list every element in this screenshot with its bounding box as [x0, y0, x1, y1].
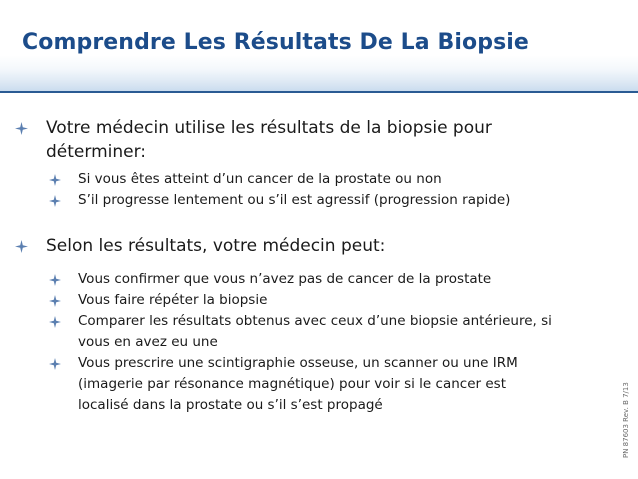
bullet-2-sub-1: Vous confirmer que vous n’avez pas de cancer de la prostate: [78, 271, 492, 287]
bullet-2-sub-3-line-1: Comparer les résultats obtenus avec ceux d’une biopsie antérieure, si: [78, 313, 552, 329]
bullet-2-sub-3-line-2: vous en avez eu une: [78, 334, 218, 350]
four-point-star-icon: [49, 274, 61, 286]
four-point-star-icon: [15, 122, 28, 135]
four-point-star-icon: [15, 240, 28, 253]
bullet-1-sub-2: S’il progresse lentement ou s’il est agressif (progression rapide): [78, 192, 511, 208]
bullet-1-line-1: Votre médecin utilise les résultats de la biopsie pour: [46, 118, 492, 138]
bullet-1-sub-1: Si vous êtes atteint d’un cancer de la prostate ou non: [78, 171, 442, 187]
four-point-star-icon: [49, 316, 61, 328]
bullet-2-sub-2: Vous faire répéter la biopsie: [78, 292, 268, 308]
title-divider: [0, 91, 638, 93]
bullet-2-sub-4-line-3: localisé dans la prostate ou s’il s’est propagé: [78, 397, 383, 413]
four-point-star-icon: [49, 358, 61, 370]
bullet-2-sub-4-line-2: (imagerie par résonance magnétique) pour voir si le cancer est: [78, 376, 506, 392]
bullet-1-line-2: déterminer:: [46, 142, 146, 162]
four-point-star-icon: [49, 295, 61, 307]
four-point-star-icon: [49, 195, 61, 207]
four-point-star-icon: [49, 174, 61, 186]
footer-code: PN 87603 Rev. B 7/13: [622, 382, 630, 458]
bullet-2-line-1: Selon les résultats, votre médecin peut:: [46, 236, 386, 256]
slide-title: Comprendre Les Résultats De La Biopsie: [22, 30, 529, 55]
bullet-2-sub-4-line-1: Vous prescrire une scintigraphie osseuse, un scanner ou une IRM: [78, 355, 518, 371]
